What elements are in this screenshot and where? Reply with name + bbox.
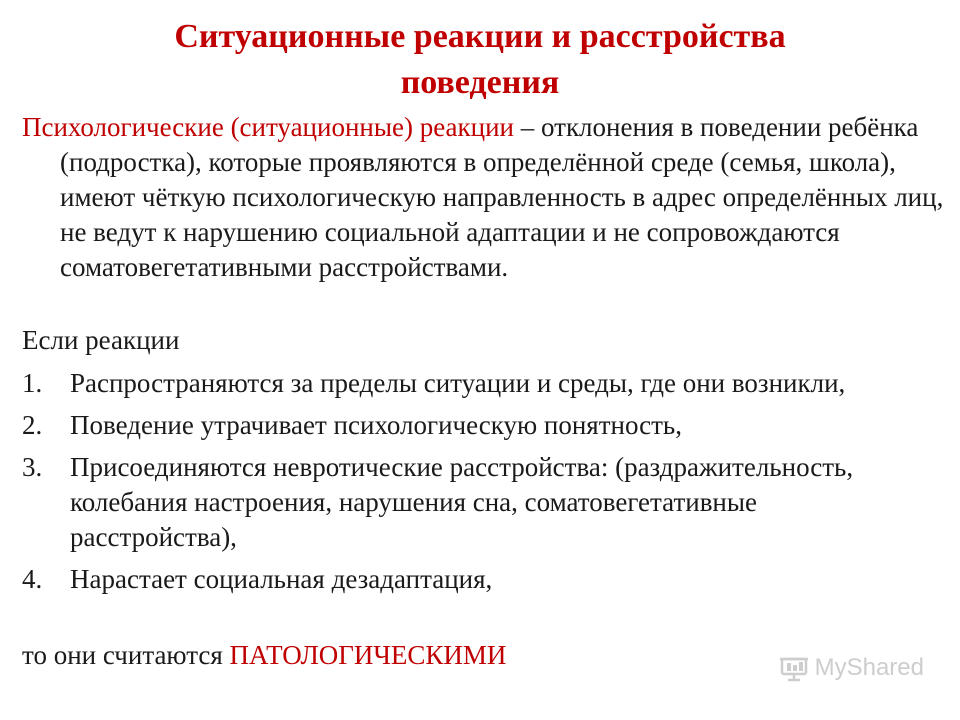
list-item (22, 562, 922, 597)
watermark (779, 654, 924, 682)
list-item-number: 2. (22, 410, 43, 440)
list-item-number: 1. (22, 368, 43, 398)
watermark-text: MyShared (814, 654, 924, 681)
definition-text: – отклонения в поведении ребёнка (подростка), которые проявляются в определённой среде (семья, школа), имеют чёткую психологическую направленность в адрес определённых лиц, не ведут к нарушению социальной адаптации и не сопровождаются соматовегетативными расстройствами. (60, 112, 944, 282)
slide-title-line-1: Ситуационные реакции и расстройства (174, 18, 786, 55)
list-item-text: Присоединяются невротические расстройства: (раздражительность, колебания настроения, нарушения сна, соматовегетативные расстройства), (70, 452, 854, 552)
conditions-list (22, 366, 922, 604)
conclusion-highlight: ПАТОЛОГИЧЕСКИМИ (229, 640, 507, 670)
list-item-text: Поведение утрачивает психологическую понятность, (70, 410, 682, 440)
slide-title-line-2: поведения (400, 64, 560, 101)
conclusion-line (22, 638, 506, 673)
list-item-text: Распространяются за пределы ситуации и среды, где они возникли, (70, 368, 846, 398)
definition-term: Психологические (ситуационные) реакции (22, 112, 514, 142)
presentation-icon (779, 654, 809, 682)
slide-title (0, 14, 960, 106)
list-item-text: Нарастает социальная дезадаптация, (70, 564, 493, 594)
list-item (22, 408, 922, 443)
list-item (22, 450, 922, 555)
conclusion-prefix: то они считаются (22, 640, 230, 670)
condition-intro: Если реакции (22, 325, 180, 355)
list-item-number: 3. (22, 452, 43, 482)
list-item-number: 4. (22, 564, 43, 594)
definition-paragraph (22, 110, 960, 285)
list-item (22, 366, 922, 401)
